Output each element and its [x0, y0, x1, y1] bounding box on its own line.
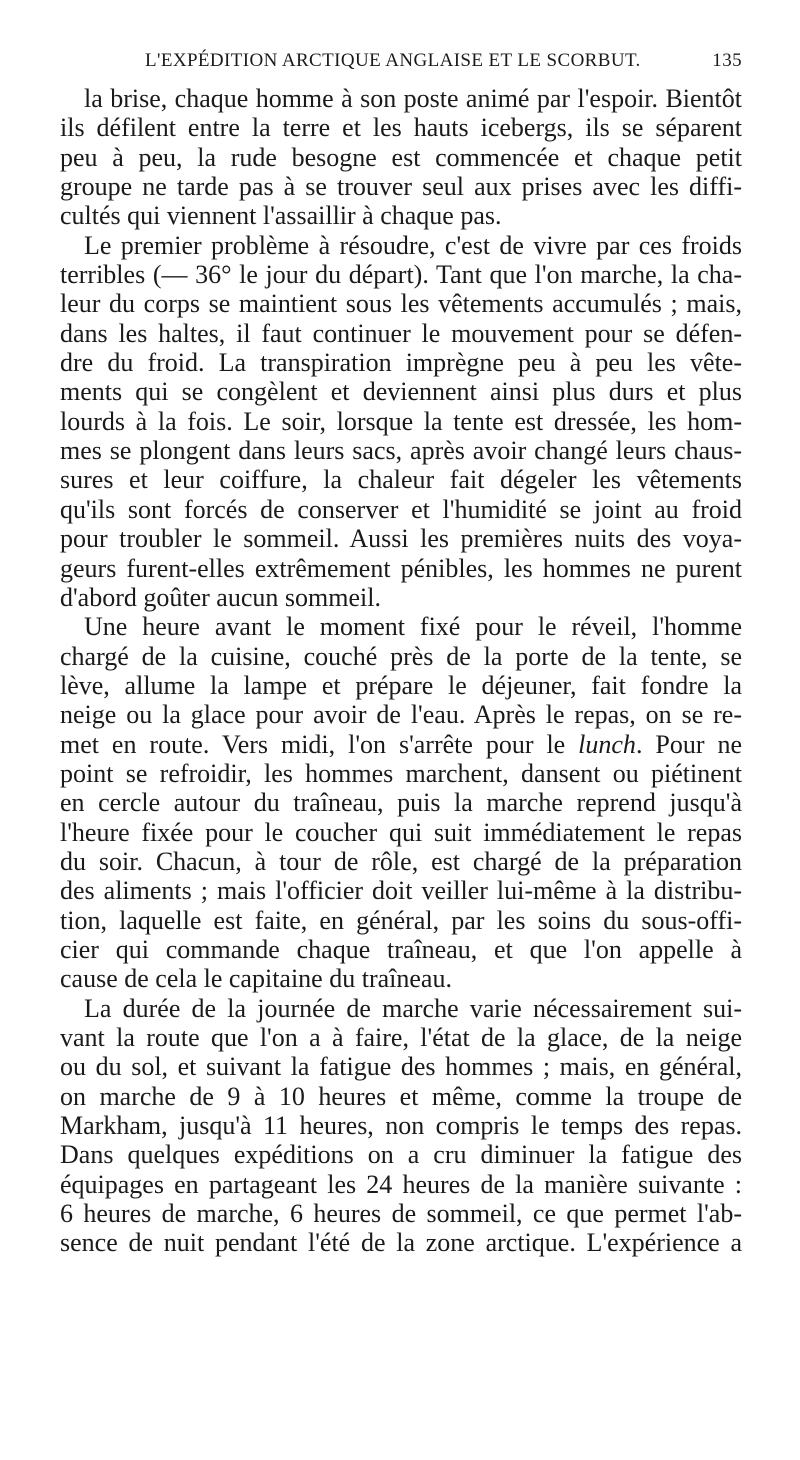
- text-line: tion, laquelle est faite, en général, par les soins du sous-offi-: [60, 905, 742, 935]
- text-line: groupe ne tarde pas à se trouver seul aux prises avec les diffi-: [60, 172, 742, 202]
- text-line: on marche de 9 à 10 heures et même, comme la troupe de: [60, 1081, 742, 1111]
- text-line: équipages en partageant les 24 heures de la manière suivante :: [60, 1169, 742, 1199]
- text-line: Markham, jusqu'à 11 heures, non compris le temps des repas.: [60, 1111, 742, 1141]
- text-line: mes se plongent dans leurs sacs, après avoir changé leurs chaus-: [60, 436, 742, 466]
- text-line: du soir. Chacun, à tour de rôle, est chargé de la préparation: [60, 846, 742, 876]
- text-line: [60, 730, 742, 759]
- text-line: sence de nuit pendant l'été de la zone arctique. L'expérience a: [60, 1228, 742, 1258]
- text-line: lourds à la fois. Le soir, lorsque la tente est dressée, les hom-: [60, 406, 742, 436]
- text-line: la brise, chaque homme à son poste animé par l'espoir. Bientôt: [84, 84, 742, 113]
- text-line: terribles (— 36° le jour du départ). Tant que l'on marche, la cha-: [60, 260, 742, 290]
- text-line: ils défilent entre la terre et les hauts icebergs, ils se séparent: [60, 113, 742, 143]
- running-head: [60, 50, 742, 78]
- text-line: chargé de la cuisine, couché près de la porte de la tente, se: [60, 641, 742, 671]
- text-line: pour troubler le sommeil. Aussi les premières nuits des voya-: [60, 524, 742, 554]
- text-line: des aliments ; mais l'officier doit veiller lui-même à la distribu-: [60, 876, 742, 906]
- text-line: l'heure fixée pour le coucher qui suit immédiatement le repas: [60, 817, 742, 847]
- paragraph: [60, 231, 742, 612]
- text-line: cultés qui viennent l'assaillir à chaque pas.: [60, 201, 502, 231]
- text-line: ments qui se congèlent et deviennent ainsi plus durs et plus: [60, 377, 742, 407]
- text-line: geurs furent-elles extrêmement pénibles, les hommes ne purent: [60, 553, 742, 583]
- text-line: ou du sol, et suivant la fatigue des hommes ; mais, en général,: [60, 1052, 742, 1082]
- body-text: [60, 84, 742, 1258]
- text-line: qu'ils sont forcés de conserver et l'humidité se joint au froid: [60, 494, 742, 524]
- running-title: L'EXPÉDITION ARCTIQUE ANGLAISE ET LE SCORBUT.: [145, 50, 641, 71]
- text-line: Le premier problème à résoudre, c'est de vivre par ces froids: [84, 230, 742, 260]
- text-line: dre du froid. La transpiration imprègne peu à peu les vête-: [60, 348, 742, 378]
- paragraph: [60, 994, 742, 1258]
- paragraph: [60, 84, 742, 231]
- text-line: sures et leur coiffure, la chaleur fait dégeler les vêtements: [60, 465, 742, 495]
- text-run: . Pour ne: [635, 729, 742, 759]
- text-line: 6 heures de marche, 6 heures de sommeil, ce que permet l'ab-: [60, 1199, 742, 1229]
- paragraph: [60, 612, 742, 993]
- text-line: dans les haltes, il faut continuer le mouvement pour se défen-: [60, 318, 742, 348]
- text-line: La durée de la journée de marche varie nécessairement sui-: [84, 993, 742, 1023]
- text-line: leur du corps se maintient sous les vêtements accumulés ; mais,: [60, 289, 742, 319]
- text-line: Une heure avant le moment fixé pour le réveil, l'homme: [84, 612, 742, 642]
- text-line: cause de cela le capitaine du traîneau.: [60, 964, 452, 994]
- italic-word: lunch: [578, 729, 636, 759]
- text-line: vant la route que l'on a à faire, l'état de la glace, de la neige: [60, 1023, 742, 1052]
- page-number: 135: [712, 50, 742, 71]
- text-line: peu à peu, la rude besogne est commencée et chaque petit: [60, 142, 742, 172]
- text-run: met en route. Vers midi, l'on s'arrête pour le: [60, 729, 579, 759]
- text-line: en cercle autour du traîneau, puis la marche reprend jusqu'à: [60, 788, 742, 818]
- text-line: neige ou la glace pour avoir de l'eau. Après le repas, on se re-: [60, 700, 742, 730]
- text-line: point se refroidir, les hommes marchent, dansent ou piétinent: [60, 758, 742, 788]
- text-line: lève, allume la lampe et prépare le déjeuner, fait fondre la: [60, 670, 742, 700]
- text-line: cier qui commande chaque traîneau, et que l'on appelle à: [60, 934, 742, 964]
- text-line: Dans quelques expéditions on a cru diminuer la fatigue des: [60, 1140, 742, 1170]
- text-line: d'abord goûter aucun sommeil.: [60, 582, 381, 612]
